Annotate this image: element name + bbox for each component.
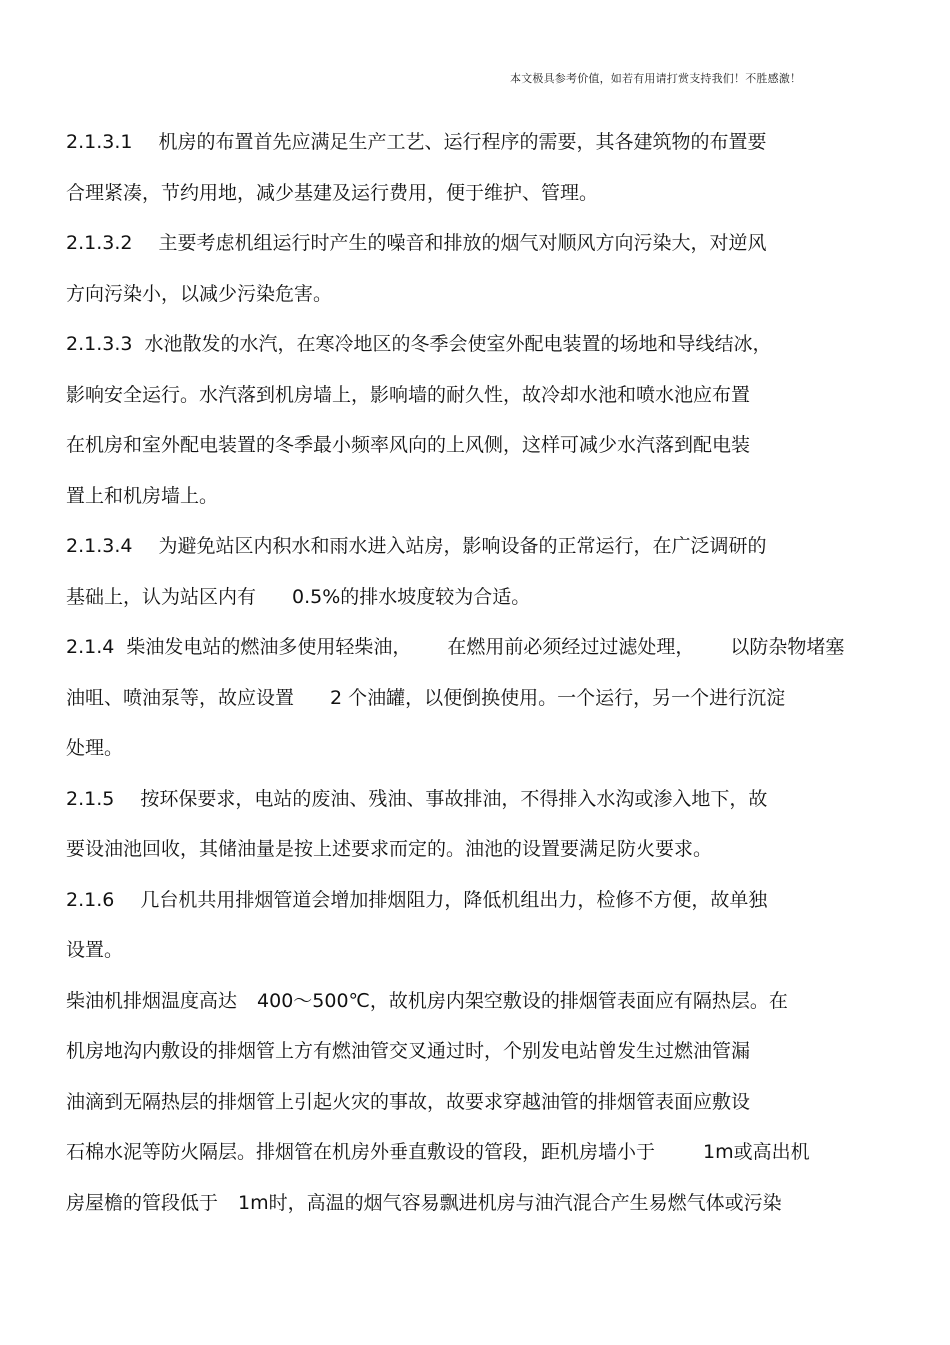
paragraph-text: 为避免站区内积水和雨水进入站房，影响设备的正常运行，在广泛调研的 <box>158 535 767 557</box>
paragraph-text: 0.5%的排水坡度较为合适。 <box>292 585 531 608</box>
section-number: 2.1.3.3 <box>66 333 133 355</box>
paragraph-text: 2 个油罐，以便倒换使用。一个运行，另一个进行沉淀 <box>330 686 786 709</box>
paragraph-line <box>66 1134 916 1185</box>
paragraph-text: 柴油机排烟温度高达 <box>66 989 238 1012</box>
section-number: 2.1.5 <box>66 787 115 810</box>
paragraph-line <box>66 1185 916 1236</box>
document-body <box>66 124 916 1235</box>
paragraph-text: 要设油池回收，其储油量是按上述要求而定的。油池的设置要满足防火要求。 <box>66 838 713 860</box>
paragraph-line <box>66 427 916 478</box>
paragraph-line <box>66 579 916 630</box>
paragraph-line <box>66 983 916 1034</box>
paragraph-line <box>66 326 916 377</box>
paragraph-text: 1m或高出机 <box>703 1141 810 1163</box>
paragraph-line <box>66 932 916 983</box>
paragraph-text: 设置。 <box>66 939 124 961</box>
paragraph-line <box>66 225 916 276</box>
paragraph-text: 油滴到无隔热层的排烟管上引起火灾的事故，故要求穿越油管的排烟管表面应敷设 <box>66 1090 751 1113</box>
paragraph-line <box>66 629 916 680</box>
paragraph-line <box>66 680 916 731</box>
section-number: 2.1.3.1 <box>66 131 133 153</box>
paragraph-text: 水池散发的水汽，在寒冷地区的冬季会使室外配电装置的场地和导线结冰， <box>144 333 772 355</box>
paragraph-text: 在机房和室外配电装置的冬季最小频率风向的上风侧，这样可减少水汽落到配电装 <box>66 434 751 456</box>
paragraph-text: 在燃用前必须经过过滤处理， <box>447 636 695 658</box>
header-note: 本文极具参考价值，如若有用请打赏支持我们！不胜感激！ <box>510 72 802 85</box>
paragraph-text: 机房地沟内敷设的排烟管上方有燃油管交叉通过时，个别发电站曾发生过燃油管漏 <box>66 1040 751 1062</box>
section-number: 2.1.6 <box>66 888 115 911</box>
paragraph-text: 400～500℃，故机房内架空敷设的排烟管表面应有隔热层。在 <box>257 989 788 1012</box>
paragraph-text: 几台机共用排烟管道会增加排烟阻力，降低机组出力，检修不方便，故单独 <box>140 888 768 911</box>
paragraph-line <box>66 478 916 529</box>
paragraph-text: 柴油发电站的燃油多使用轻柴油， <box>126 636 412 658</box>
paragraph-text: 影响安全运行。水汽落到机房墙上，影响墙的耐久性，故冷却水池和喷水池应布置 <box>66 383 751 406</box>
paragraph-text: 按环保要求，电站的废油、残油、事故排油，不得排入水沟或渗入地下，故 <box>140 787 768 810</box>
paragraph-text: 基础上，认为站区内有 <box>66 585 257 608</box>
paragraph-text: 合理紧凑，节约用地，减少基建及运行费用，便于维护、管理。 <box>66 181 599 204</box>
paragraph-text: 油咀、喷油泵等，故应设置 <box>66 686 295 709</box>
paragraph-line <box>66 781 916 832</box>
paragraph-line <box>66 1084 916 1135</box>
paragraph-line <box>66 276 916 327</box>
paragraph-text: 主要考虑机组运行时产生的噪音和排放的烟气对顺风方向污染大，对逆风 <box>158 232 767 254</box>
section-number: 2.1.3.2 <box>66 232 133 254</box>
paragraph-text: 石棉水泥等防火隔层。排烟管在机房外垂直敷设的管段，距机房墙小于 <box>66 1141 656 1163</box>
paragraph-text: 以防杂物堵塞 <box>730 636 845 658</box>
section-number: 2.1.4 <box>66 636 115 658</box>
paragraph-text: 处理。 <box>66 737 124 759</box>
paragraph-text: 置上和机房墙上。 <box>66 484 219 507</box>
paragraph-line <box>66 175 916 226</box>
paragraph-line <box>66 831 916 882</box>
paragraph-line <box>66 1033 916 1084</box>
paragraph-line <box>66 377 916 428</box>
section-number: 2.1.3.4 <box>66 535 133 557</box>
paragraph-text: 机房的布置首先应满足生产工艺、运行程序的需要，其各建筑物的布置要 <box>158 131 767 153</box>
paragraph-line <box>66 124 916 175</box>
paragraph-text: 方向污染小，以减少污染危害。 <box>66 282 333 305</box>
paragraph-text: 房屋檐的管段低于 <box>66 1191 219 1214</box>
paragraph-text: 1m时，高温的烟气容易飘进机房与油汽混合产生易燃气体或污染 <box>238 1191 782 1214</box>
paragraph-line <box>66 882 916 933</box>
paragraph-line <box>66 528 916 579</box>
paragraph-line <box>66 730 916 781</box>
